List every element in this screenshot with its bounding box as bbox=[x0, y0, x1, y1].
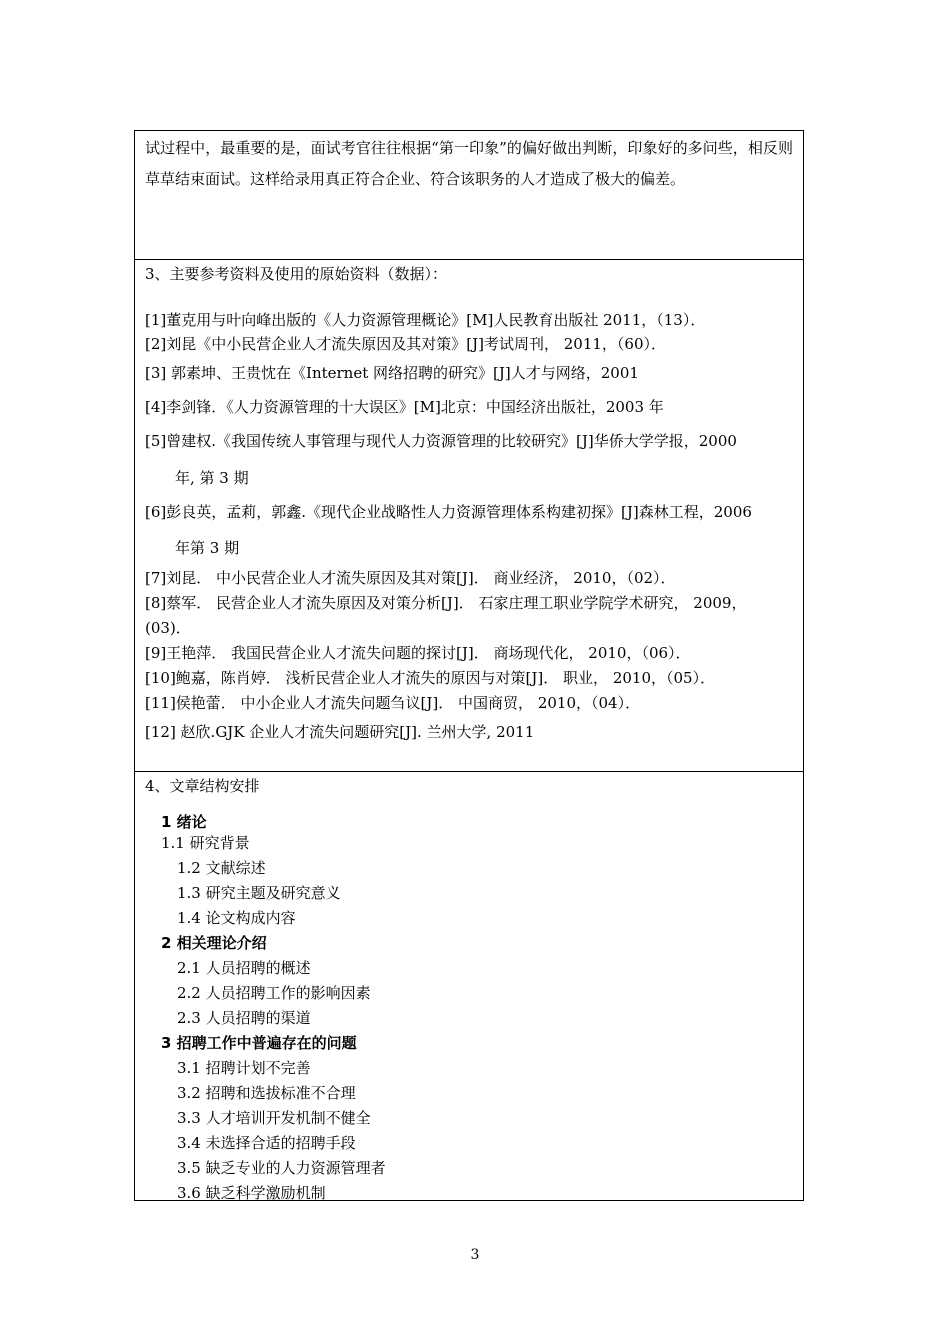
outline-item: 3.4 未选择合适的招聘手段 bbox=[177, 1134, 356, 1152]
interview-bias-paragraph: 试过程中，最重要的是，面试考官往往根据“第一印象”的偏好做出判断，印象好的多问些，相反则草草结束面试。这样给录用真正符合企业、符合该职务的人才造成了极大的偏差。 bbox=[145, 139, 793, 188]
reference-item: [11]侯艳蕾． 中小企业人才流失问题刍议[J]． 中国商贸， 2010，（04）． bbox=[145, 694, 641, 712]
chapter-heading: 2 相关理论介绍 bbox=[161, 934, 267, 952]
references-heading: 3、主要参考资料及使用的原始资料（数据）： bbox=[145, 265, 448, 283]
reference-item: [4]李剑锋．《人力资源管理的十大误区》[M]北京：中国经济出版社，2003 年 bbox=[145, 398, 664, 416]
structure-cell bbox=[135, 771, 803, 1202]
reference-item: [2]刘昆《中小民营企业人才流失原因及其对策》[J]考试周刊， 2011，（60）． bbox=[145, 335, 666, 353]
outline-item: 1.1 研究背景 bbox=[161, 834, 250, 852]
outline-item: 2.1 人员招聘的概述 bbox=[177, 959, 311, 977]
page-number: 3 bbox=[470, 1247, 480, 1263]
outline-item: 3.1 招聘计划不完善 bbox=[177, 1059, 311, 1077]
reference-item-continuation: 年第 3 期 bbox=[175, 539, 240, 557]
outline-item: 3.5 缺乏专业的人力资源管理者 bbox=[177, 1159, 386, 1177]
structure-heading: 4、文章结构安排 bbox=[145, 777, 260, 795]
interview-bias-cell bbox=[135, 131, 803, 260]
reference-item: [10]鲍嘉，陈肖婷． 浅析民营企业人才流失的原因与对策[J]． 职业， 2010，（05）． bbox=[145, 669, 716, 687]
outline-item: 2.2 人员招聘工作的影响因素 bbox=[177, 984, 371, 1002]
outline-item: 3.2 招聘和选拔标准不合理 bbox=[177, 1084, 356, 1102]
reference-item: [7]刘昆． 中小民营企业人才流失原因及其对策[J]． 商业经济， 2010，（02）． bbox=[145, 569, 676, 587]
outline-item: 2.3 人员招聘的渠道 bbox=[177, 1009, 311, 1027]
outline-item: 1.4 论文构成内容 bbox=[177, 909, 296, 927]
outline-item: 1.2 文献综述 bbox=[177, 859, 266, 877]
references-cell bbox=[135, 259, 803, 772]
reference-item: [8]蔡军． 民营企业人才流失原因及对策分析[J]． 石家庄理工职业学院学术研究， 2009， bbox=[145, 594, 747, 612]
chapter-heading: 3 招聘工作中普遍存在的问题 bbox=[161, 1034, 357, 1052]
reference-item: [12] 赵欣.GJK 企业人才流失问题研究[J]. 兰州大学, 2011 bbox=[145, 723, 535, 741]
outline-item: 3.3 人才培训开发机制不健全 bbox=[177, 1109, 371, 1127]
reference-item: [6]彭良英，孟莉，郭鑫.《现代企业战略性人力资源管理体系构建初探》[J]森林工程，2006 bbox=[145, 503, 752, 521]
outline-item: 1.3 研究主题及研究意义 bbox=[177, 884, 341, 902]
reference-item-continuation: (03)． bbox=[145, 619, 191, 637]
chapter-heading: 1 绪论 bbox=[161, 813, 207, 831]
reference-item: [1]董克用与叶向峰出版的《人力资源管理概论》[M]人民教育出版社 2011，（13）． bbox=[145, 311, 706, 329]
proposal-table bbox=[134, 130, 804, 1201]
outline-item: 3.6 缺乏科学激励机制 bbox=[177, 1184, 326, 1202]
reference-item-continuation: 年, 第 3 期 bbox=[175, 469, 249, 487]
reference-item: [3] 郭素坤、王贵忱在《Internet 网络招聘的研究》[J]人才与网络，2001 bbox=[145, 364, 639, 382]
reference-item: [9]王艳萍． 我国民营企业人才流失问题的探讨[J]． 商场现代化， 2010，（06）． bbox=[145, 644, 691, 662]
reference-item: [5]曾建权.《我国传统人事管理与现代人力资源管理的比较研究》[J]华侨大学学报，2000 bbox=[145, 432, 737, 450]
